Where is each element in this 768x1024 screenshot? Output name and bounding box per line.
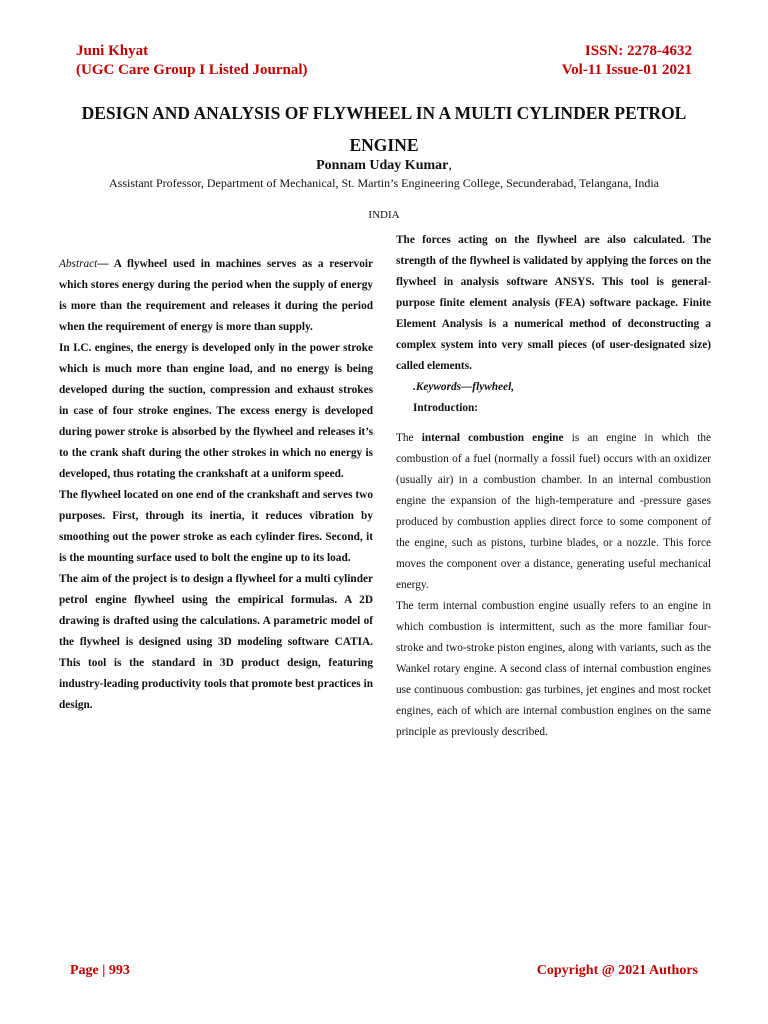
issue-header [562, 42, 692, 80]
left-column [59, 254, 373, 716]
volume-issue: Vol-11 Issue-01 2021 [561, 62, 692, 78]
journal-header [76, 42, 308, 80]
title-line-1: DESIGN AND ANALYSIS OF FLYWHEEL IN A MULTI CYLINDER PETROL [81, 103, 687, 123]
abstract-paragraph-1 [59, 254, 373, 338]
abstract-dash: — [97, 258, 109, 270]
abstract-text-1: A flywheel used in machines serves as a reservoir which stores energy during the period when the supply of energy is more than the requirement and releases it during the period when the requirement of energy is more than supply. [59, 258, 373, 333]
abstract-paragraph-2: In I.C. engines, the energy is developed only in the power stroke which is much more than engine load, and no energy is being developed during the suction, compression and exhaust strokes in case of four stroke engines. The excess energy is developed during power stroke is absorbed by the flywheel and releases it’s to the crank shaft during the other strokes in which no energy is developed, thus rotating the crankshaft at a uniform speed. [59, 342, 373, 480]
intro-paragraph-2: The term internal combustion engine usually refers to an engine in which combustion is intermittent, such as the more familiar four-stroke and two-stroke piston engines, along with variants, such as the Wankel rotary engine. A second class of internal combustion engines use continuous combustion: gas turbines, jet engines and most rocket engines, each of which are internal combustion engines on the same principle as previously described. [396, 600, 711, 738]
issn: ISSN: 2278-4632 [584, 43, 692, 59]
intro-heading: Introduction: [413, 402, 479, 414]
intro-term: internal combustion engine [421, 432, 564, 444]
keywords: .Keywords—flywheel, [413, 381, 515, 393]
journal-listing: (UGC Care Group I Listed Journal) [76, 62, 308, 78]
journal-name: Juni Khyat [76, 43, 149, 59]
abstract-paragraph-3: The flywheel located on one end of the crankshaft and serves two purposes. First, through its inertia, it reduces vibration by smoothing out the power stroke as each cylinder fires. Second, it is the mounting surface used to bolt the engine up to its load. [59, 489, 373, 564]
copyright: Copyright @ 2021 Authors [536, 963, 698, 978]
page-number: Page | 993 [70, 963, 130, 978]
title-line-2: ENGINE [349, 135, 419, 155]
abstract-label: Abstract [59, 258, 98, 270]
intro-p1-rest: is an engine in which the combustion of a fuel (normally a fossil fuel) occurs with an oxidizer (usually air) in a combustion chamber. In an internal combustion engine the expansion of the high-temperature and -pressure gases produced by combustion applies direct force to some component of the engine, such as pistons, turbine blades, or a nozzle. This force moves the component over a distance, generating useful mechanical energy. [396, 432, 711, 591]
author-text: Ponnam Uday Kumar [316, 158, 449, 173]
intro-p1-start: The [396, 432, 422, 444]
abstract-paragraph-5: The forces acting on the flywheel are also calculated. The strength of the flywheel is validated by applying the forces on the flywheel in analysis software ANSYS. This tool is general-purpose finite element analysis (FEA) software package. Finite Element Analysis is a numerical method of deconstructing a complex system into very small pieces (of user-designated size) called elements. [396, 234, 711, 372]
abstract-paragraph-4: The aim of the project is to design a flywheel for a multi cylinder petrol engine flywheel using the empirical formulas. A 2D drawing is drafted using the calculations. A parametric model of the flywheel is designed using 3D modeling software CATIA. This tool is the standard in 3D product design, featuring industry-leading productivity tools that promote best practices in design. [59, 573, 373, 711]
author-name [0, 158, 768, 174]
country: INDIA [368, 209, 400, 221]
right-column [396, 230, 711, 743]
intro-paragraph-1 [396, 428, 711, 596]
author-comma: , [448, 158, 452, 173]
paper-title [40, 97, 728, 161]
affiliation: Assistant Professor, Department of Mechanical, St. Martin’s Engineering College, Secunderabad, Telangana, India [109, 176, 659, 190]
